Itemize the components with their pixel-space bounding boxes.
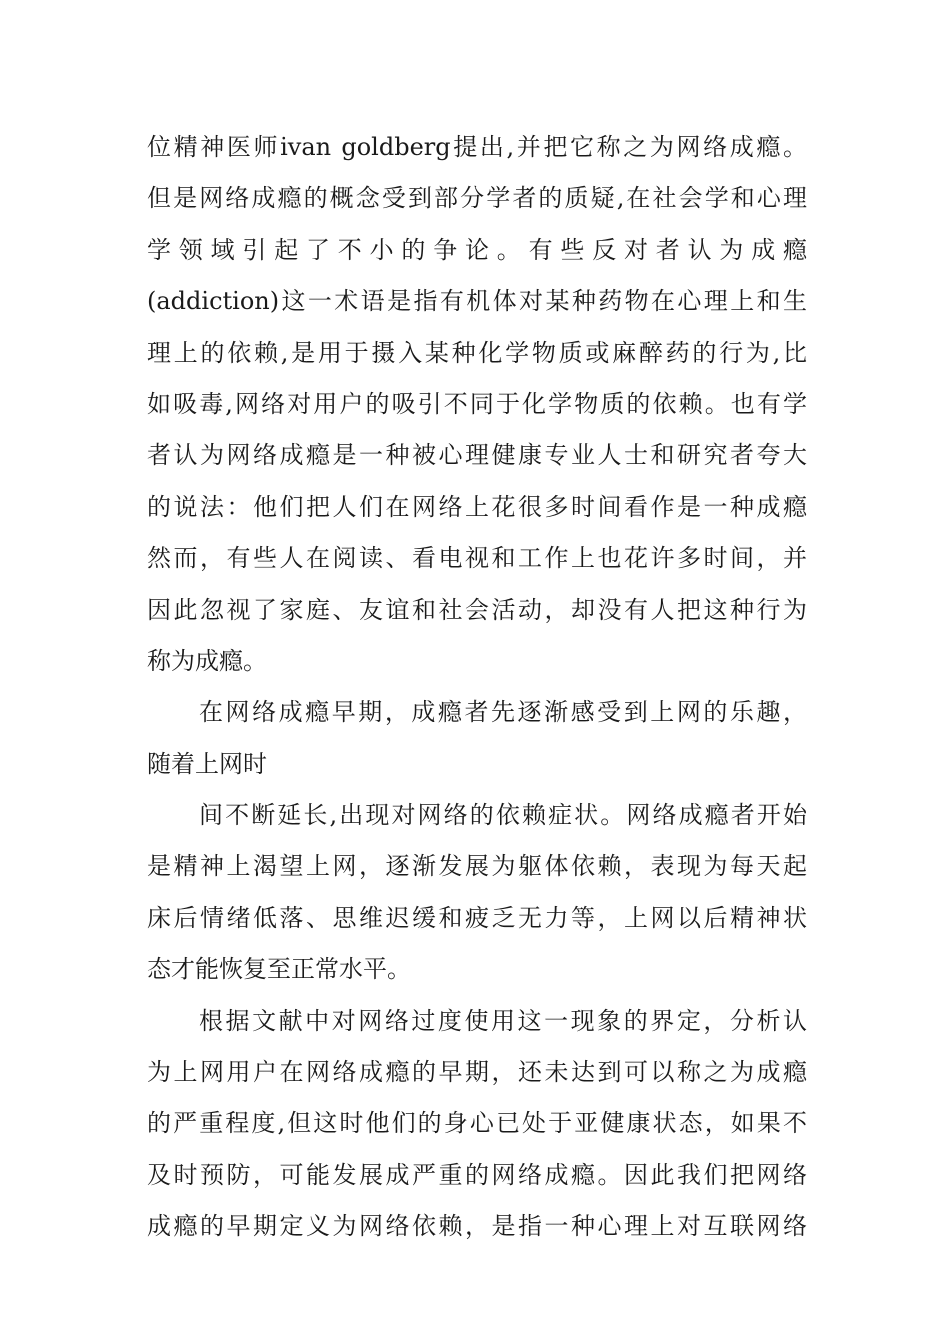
text-line: 因此忽视了家庭、友谊和社会活动，却没有人把这种行为 [147,595,807,624]
text-line: 成瘾的早期定义为网络依赖，是指一种心理上对互联网络 [147,1212,807,1241]
text-line: 学领域引起了不小的争论。有些反对者认为成瘾 [147,235,807,264]
text-line: (addiction)这一术语是指有机体对某种药物在心理上和生 [147,287,807,316]
text-line: 如吸毒,网络对用户的吸引不同于化学物质的依赖。也有学 [147,389,807,418]
text-line: 然而，有些人在阅读、看电视和工作上也花许多时间，并 [147,544,807,573]
text-line: 随着上网时 [147,749,267,778]
text-line: 根据文献中对网络过度使用这一现象的界定，分析认 [199,1006,807,1035]
text-line: 是精神上渴望上网，逐渐发展为躯体依赖，表现为每天起 [147,852,807,881]
text-line: 理上的依赖,是用于摄入某种化学物质或麻醉药的行为,比 [147,338,807,367]
body-text [147,127,807,1258]
text-line: 但是网络成瘾的概念受到部分学者的质疑,在社会学和心理 [147,184,807,213]
text-line: 间不断延长,出现对网络的依赖症状。网络成瘾者开始 [199,801,807,830]
text-line: 及时预防，可能发展成严重的网络成瘾。因此我们把网络 [147,1160,807,1189]
text-line: 位精神医师ivan goldberg提出,并把它称之为网络成瘾。 [147,133,807,161]
text-line: 的说法：他们把人们在网络上花很多时间看作是一种成瘾 [147,492,807,521]
text-line: 床后情绪低落、思维迟缓和疲乏无力等，上网以后精神状 [147,903,807,932]
text-line: 者认为网络成瘾是一种被心理健康专业人士和研究者夸大 [147,441,807,470]
text-line: 的严重程度,但这时他们的身心已处于亚健康状态，如果不 [147,1109,807,1138]
text-line: 为上网用户在网络成瘾的早期，还未达到可以称之为成瘾 [147,1058,807,1087]
text-line: 称为成瘾。 [147,646,267,675]
text-line: 态才能恢复至正常水平。 [147,955,411,984]
text-line: 在网络成瘾早期，成瘾者先逐渐感受到上网的乐趣， [199,698,807,727]
